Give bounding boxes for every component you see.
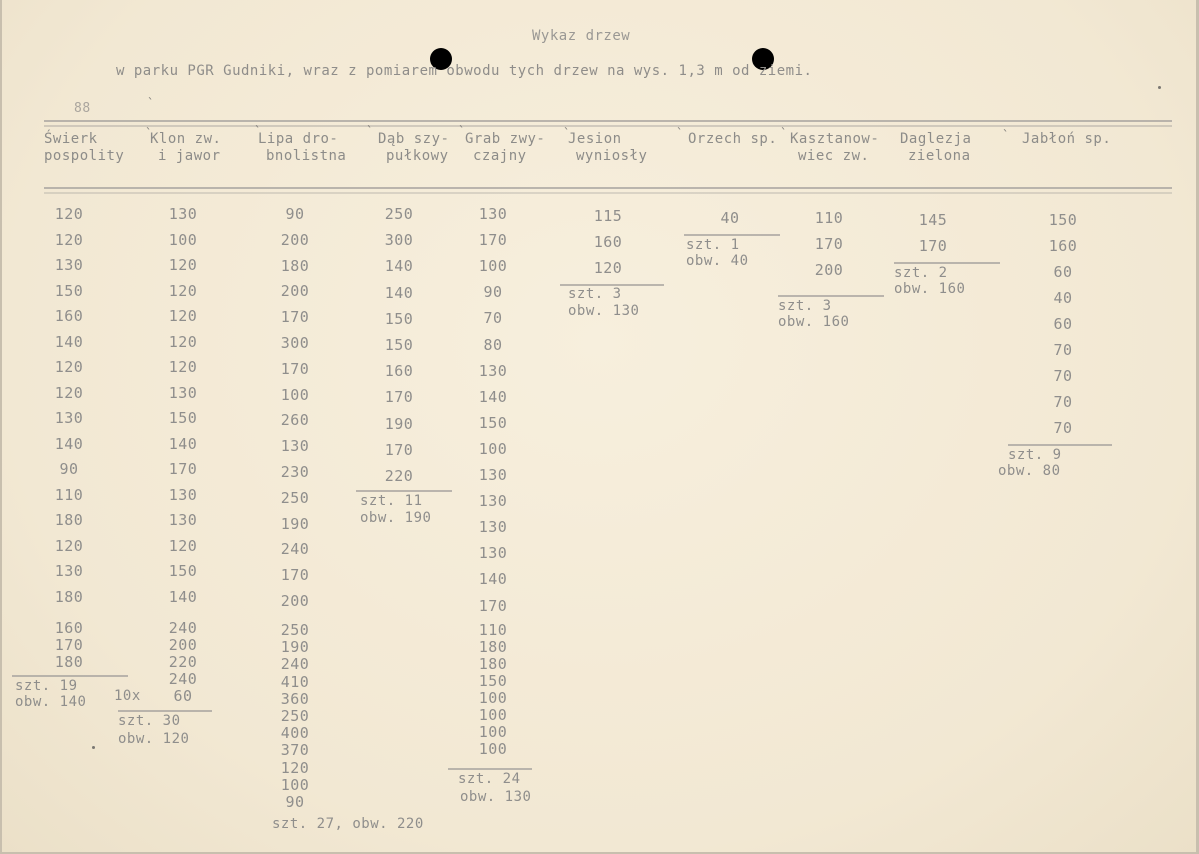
table-cell: 100	[478, 740, 508, 758]
sum-rule	[684, 234, 780, 236]
table-cell: 100	[280, 775, 310, 794]
header-bottom-rule	[44, 187, 1172, 189]
table-cell: 140	[54, 332, 84, 351]
table-top-rule	[44, 120, 1172, 122]
tree-count: szt. 19	[15, 678, 78, 694]
sum-rule	[778, 295, 884, 297]
table-cell: 90	[483, 283, 503, 302]
column-header-line2: pospolity	[44, 148, 125, 164]
table-cell: 120	[168, 332, 198, 351]
ink-speck	[1158, 86, 1161, 89]
mean-circumference: obw. 120	[118, 731, 190, 747]
table-cell: 120	[280, 758, 310, 777]
table-cell: 140	[54, 434, 84, 453]
sum-rule	[894, 262, 1000, 264]
document-subtitle: w parku PGR Gudniki, wraz z pomiarem obwodu tych drzew na wys. 1,3 m od ziemi.	[116, 63, 813, 79]
table-cell: 170	[478, 231, 508, 250]
ink-speck	[92, 746, 95, 749]
tick-mark: `	[1002, 128, 1010, 142]
column-header-line1: Orzech sp.	[688, 131, 778, 147]
table-cell: 60	[173, 687, 193, 705]
table-cell: 100	[280, 385, 310, 404]
table-cell: 100	[478, 257, 508, 276]
table-cell: 170	[478, 596, 508, 615]
table-cell: 100	[478, 706, 508, 724]
tree-count: szt. 2	[894, 265, 948, 281]
table-cell: 140	[478, 570, 508, 589]
table-cell: 170	[54, 636, 84, 654]
table-cell: 120	[593, 259, 623, 277]
column-header-line1: Grab zwy-	[465, 131, 546, 147]
mean-circumference: obw. 140	[15, 694, 87, 710]
tree-count: szt. 3	[568, 286, 622, 302]
table-cell: 130	[168, 205, 198, 223]
column-header-line2: czajny	[473, 148, 527, 164]
table-cell: 130	[54, 409, 84, 427]
table-cell: 180	[280, 256, 310, 275]
table-cell: 220	[168, 653, 198, 671]
table-cell: 70	[1053, 419, 1073, 437]
tree-count: szt. 11	[360, 493, 423, 509]
table-cell: 150	[384, 336, 414, 354]
column-header-line2: zielona	[908, 148, 971, 164]
table-cell: 250	[384, 205, 414, 223]
table-cell: 140	[168, 434, 198, 453]
table-cell: 240	[168, 619, 198, 637]
table-cell: 170	[384, 388, 414, 407]
table-cell: 120	[54, 383, 84, 402]
table-cell: 300	[384, 231, 414, 250]
table-cell: 180	[54, 587, 84, 606]
table-cell: 90	[285, 793, 305, 811]
table-cell: 130	[478, 518, 508, 537]
column-header-line2: i jawor	[158, 148, 221, 164]
sum-rule	[118, 710, 212, 712]
table-cell: 150	[384, 309, 414, 328]
tree-count: szt. 24	[458, 771, 521, 787]
table-cell: 130	[478, 361, 508, 380]
tick-mark: `	[366, 124, 374, 138]
table-cell: 170	[280, 308, 310, 327]
mean-circumference: obw. 130	[460, 789, 532, 805]
tree-count: szt. 3	[778, 298, 832, 314]
table-cell: 130	[168, 511, 198, 529]
table-cell: 120	[168, 536, 198, 555]
tick-mark: `	[458, 124, 466, 138]
table-top-rule	[44, 125, 1172, 127]
tree-count: szt. 30	[118, 713, 181, 729]
column-header-line1: Klon zw.	[150, 131, 222, 147]
table-cell: 120	[168, 256, 198, 274]
table-cell: 190	[280, 638, 310, 657]
table-cell: 60	[1053, 315, 1073, 333]
table-cell: 150	[54, 281, 84, 300]
mean-circumference: obw. 130	[568, 303, 640, 319]
table-cell: 70	[483, 309, 503, 328]
table-cell: 180	[478, 655, 508, 673]
table-cell: 220	[384, 467, 414, 485]
table-cell: 120	[54, 358, 84, 376]
table-cell: 250	[280, 488, 310, 507]
tick-mark: `	[145, 126, 153, 140]
table-cell: 70	[1053, 367, 1073, 385]
table-cell: 140	[384, 257, 414, 276]
table-cell: 200	[280, 230, 310, 249]
table-cell: 140	[478, 387, 508, 406]
tree-count: szt. 1	[686, 237, 740, 253]
tree-count-and-mean: szt. 27, obw. 220	[272, 816, 424, 832]
table-cell: 250	[280, 707, 310, 725]
column-header-line1: Kasztanow-	[790, 131, 880, 147]
column-header-line2: wyniosły	[576, 148, 648, 164]
tick-mark: `	[780, 126, 788, 140]
table-cell: 40	[1053, 289, 1073, 307]
table-cell: 130	[54, 562, 84, 580]
table-cell: 170	[814, 235, 844, 253]
table-cell: 180	[54, 511, 84, 529]
table-cell: 110	[814, 209, 844, 227]
mean-circumference: obw. 160	[894, 281, 966, 297]
table-cell: 170	[168, 460, 198, 478]
sum-rule	[356, 490, 452, 492]
table-cell: 100	[168, 230, 198, 249]
column-header-line1: Świerk	[44, 131, 98, 147]
tree-count: szt. 9	[1008, 447, 1062, 463]
table-cell: 120	[54, 536, 84, 555]
table-cell: 130	[478, 544, 508, 563]
table-cell: 110	[478, 621, 508, 639]
table-cell: 100	[478, 439, 508, 458]
table-cell: 200	[168, 636, 198, 654]
table-cell: 160	[384, 362, 414, 381]
table-cell: 240	[280, 655, 310, 674]
table-cell: 160	[54, 307, 84, 325]
table-cell: 120	[54, 205, 84, 223]
table-cell: 130	[280, 437, 310, 456]
mean-circumference: obw. 190	[360, 510, 432, 526]
table-cell: 115	[593, 207, 623, 225]
table-cell: 200	[280, 592, 310, 610]
table-cell: 200	[280, 282, 310, 301]
column-header-line1: Jesion	[568, 131, 622, 147]
table-cell: 100	[478, 689, 508, 707]
table-cell: 150	[478, 672, 508, 690]
table-cell: 160	[1048, 237, 1078, 255]
table-cell: 170	[918, 237, 948, 255]
table-cell: 120	[168, 358, 198, 376]
table-cell: 40	[720, 209, 740, 227]
table-cell: 90	[59, 460, 79, 478]
sum-rule	[448, 768, 532, 770]
table-cell: 410	[280, 672, 310, 691]
mean-circumference: obw. 80	[998, 463, 1061, 479]
sum-rule	[12, 675, 128, 677]
document-title: Wykaz drzew	[532, 28, 631, 44]
table-cell: 110	[54, 485, 84, 504]
column-header-line2: bnolistna	[266, 148, 347, 164]
table-cell: 140	[168, 587, 198, 606]
table-cell: 150	[1048, 211, 1078, 229]
header-bottom-rule	[44, 192, 1172, 194]
table-cell: 170	[280, 359, 310, 378]
table-cell: 130	[54, 256, 84, 274]
column-header-line2: pułkowy	[386, 148, 449, 164]
table-cell: 240	[280, 540, 310, 559]
table-cell: 145	[918, 211, 948, 229]
table-cell: 170	[280, 566, 310, 585]
column-header-line1: Dąb szy-	[378, 131, 450, 147]
table-cell: 80	[483, 335, 503, 354]
column-header-line1: Jabłoń sp.	[1022, 131, 1112, 147]
table-cell: 60	[1053, 263, 1073, 281]
table-cell: 170	[384, 440, 414, 459]
table-cell: 400	[280, 724, 310, 743]
table-cell: 130	[478, 205, 508, 223]
table-cell: 150	[168, 409, 198, 427]
mean-circumference: obw. 160	[778, 314, 850, 330]
table-cell: 190	[384, 414, 414, 433]
table-cell: 180	[478, 638, 508, 656]
table-cell: 140	[384, 283, 414, 302]
table-cell: 260	[280, 411, 310, 430]
column-header-line2: wiec zw.	[798, 148, 870, 164]
table-cell: 190	[280, 514, 310, 533]
column-header-line1: Lipa dro-	[258, 131, 339, 147]
tick-mark: `	[563, 126, 571, 140]
table-cell: 90	[285, 205, 305, 223]
table-cell: 130	[478, 466, 508, 484]
table-cell: 70	[1053, 393, 1073, 411]
table-cell: 100	[478, 723, 508, 741]
scan-edge	[0, 0, 2, 854]
tick-mark: `	[676, 126, 684, 140]
table-cell: 370	[280, 741, 310, 760]
table-cell: 200	[814, 261, 844, 279]
table-cell: 120	[54, 230, 84, 249]
table-cell: 120	[168, 307, 198, 325]
corner-number: 88	[74, 101, 91, 116]
column-header-line1: Daglezja	[900, 131, 972, 147]
table-cell: 230	[280, 463, 310, 481]
table-cell: 70	[1053, 341, 1073, 359]
table-cell: 180	[54, 653, 84, 671]
table-cell: 300	[280, 334, 310, 352]
tick-mark: `	[147, 96, 155, 110]
sum-rule	[1008, 444, 1112, 446]
table-cell: 360	[280, 689, 310, 708]
table-cell: 150	[478, 413, 508, 432]
table-cell: 160	[593, 233, 623, 251]
table-cell: 130	[168, 485, 198, 504]
table-cell: 130	[168, 383, 198, 402]
tick-mark: `	[254, 124, 262, 138]
table-cell: 150	[168, 562, 198, 580]
table-cell: 160	[54, 619, 84, 637]
table-cell: 240	[168, 670, 198, 688]
count-prefix: 10x	[114, 688, 141, 704]
table-cell: 130	[478, 492, 508, 511]
table-cell: 250	[280, 621, 310, 639]
table-cell: 120	[168, 281, 198, 300]
mean-circumference: obw. 40	[686, 253, 749, 269]
